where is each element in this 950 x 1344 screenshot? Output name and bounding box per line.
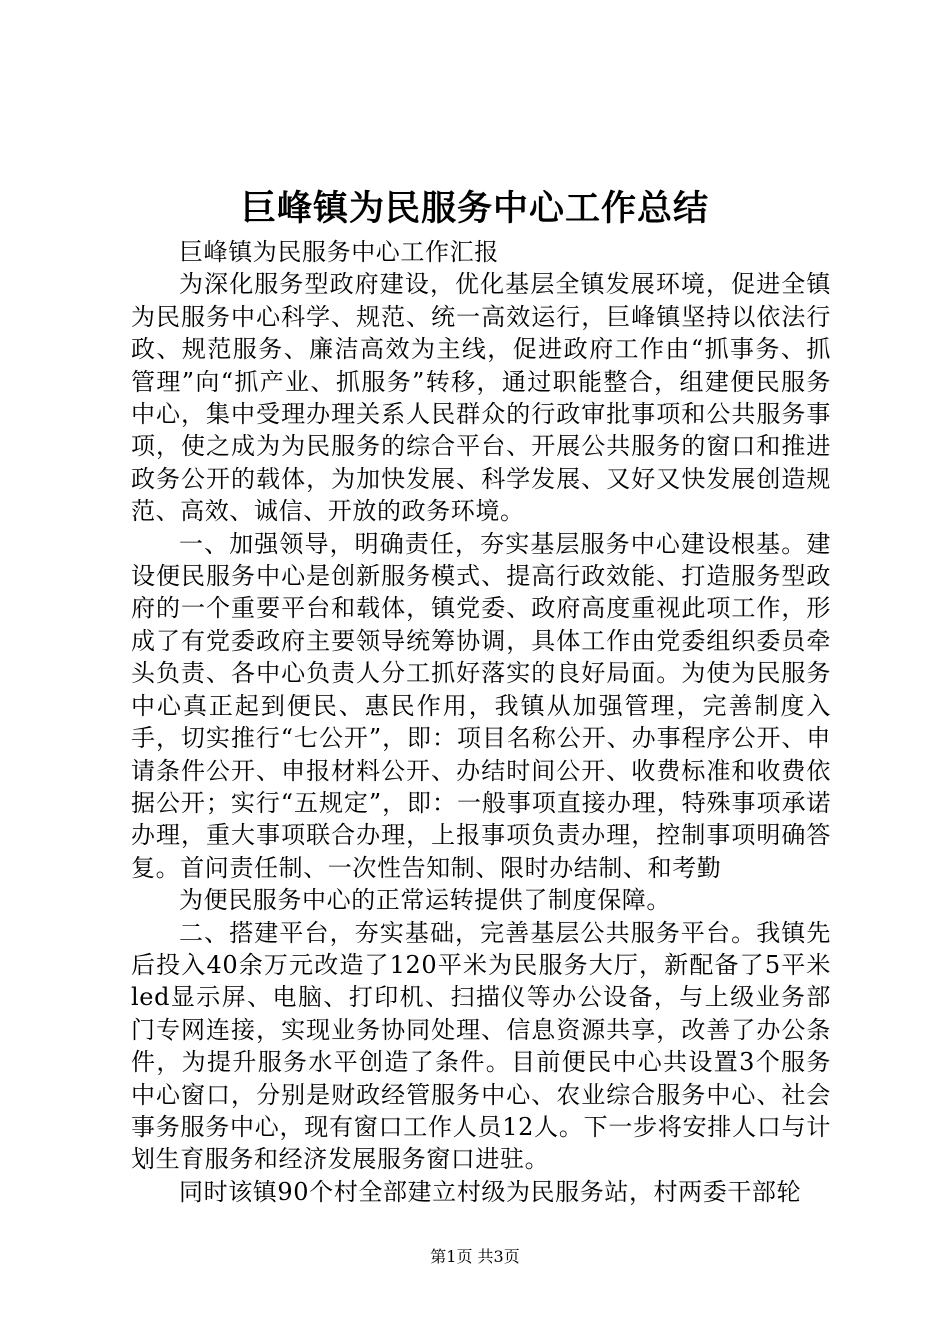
document-title: 巨峰镇为民服务中心工作总结 xyxy=(240,188,709,229)
paragraph-section-one: 一、加强领导，明确责任，夯实基层服务中心建设根基。建设便民服务中心是创新服务模式、提高行政效能、打造服务型政府的一个重要平台和载体，镇党委、政府高度重视此项工作，形成了有党委政府主要领导统筹协调，具体工作由党委组织委员牵头负责、各中心负责人分工抓好落实的良好局面。为使为民服务中心真正起到便民、惠民作用，我镇从加强管理，完善制度入手，切实推行“七公开”，即：项目名称公开、办事程序公开、申请条件公开、申报材料公开、办结时间公开、收费标准和收费依据公开；实行“五规定”，即：一般事项直接办理，特殊事项承诺办理，重大事项联合办理，上报事项负责办理，控制事项明确答复。首问责任制、一次性告知制、限时办结制、和考勤 xyxy=(131,529,831,882)
page-number-footer: 第1页 共3页 xyxy=(430,1247,520,1266)
paragraph-guarantee: 为便民服务中心的正常运转提供了制度保障。 xyxy=(179,886,671,915)
paragraph-section-two: 二、搭建平台，夯实基础，完善基层公共服务平台。我镇先后投入40余万元改造了120平米为民服务大厅，新配备了5平米led显示屏、电脑、打印机、扫描仪等办公设备，与上级业务部门专网连接，实现业务协同处理、信息资源共享，改善了办公条件，为提升服务水平创造了条件。目前便民中心共设置3个服务中心窗口，分别是财政经管服务中心、农业综合服务中心、社会事务服务中心，现有窗口工作人员12人。下一步将安排人口与计划生育服务和经济发展服务窗口进驻。 xyxy=(131,918,831,1174)
document-body xyxy=(131,236,831,1208)
paragraph-intro: 为深化服务型政府建设，优化基层全镇发展环境，促进全镇为民服务中心科学、规范、统一高效运行，巨峰镇坚持以依法行政、规范服务、廉洁高效为主线，促进政府工作由“抓事务、抓管理”向“抓产业、抓服务”转移，通过职能整合，组建便民服务中心，集中受理办理关系人民群众的行政审批事项和公共服务事项，使之成为为民服务的综合平台、开展公共服务的窗口和推进政务公开的载体，为加快发展、科学发展、又好又快发展创造规范、高效、诚信、开放的政务环境。 xyxy=(131,270,831,526)
paragraph-subtitle: 巨峰镇为民服务中心工作汇报 xyxy=(179,238,499,266)
paragraph-village-stations: 同时该镇90个村全部建立村级为民服务站，村两委干部轮 xyxy=(179,1177,802,1206)
